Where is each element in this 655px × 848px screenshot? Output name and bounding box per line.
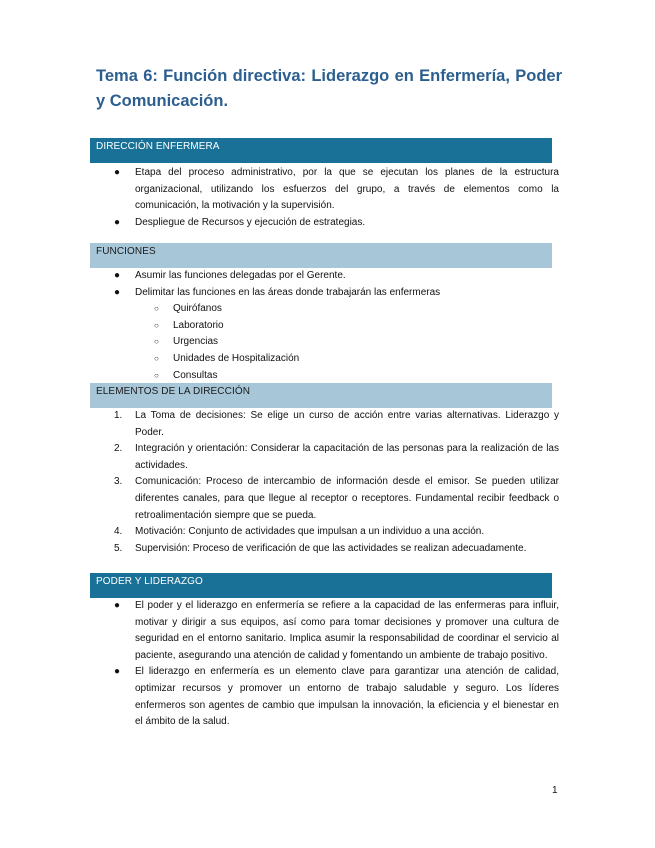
list-item-text: El liderazgo en enfermería es un elemento clave para garantizar una atención de calidad, optimizar recursos y promover un entorno de trabajo saludable y seguro. Los líderes enfermeros son agentes de cambio que impulsan la innovación, la eficiencia y el bienestar en el ámbito de la salud. (135, 666, 559, 728)
bullet-icon: ● (114, 167, 121, 178)
section-heading-elementos: ELEMENTOS DE LA DIRECCIÓN (90, 383, 552, 408)
list-item (114, 268, 559, 285)
sub-list-item (114, 351, 559, 368)
numbered-item-text: La Toma de decisiones: Se elige un curso de acción entre varias alternativas. Liderazgo y Poder. (135, 410, 559, 438)
list-item (114, 165, 559, 215)
numbered-item (114, 524, 559, 541)
bullet-icon: ● (114, 666, 121, 678)
section-heading-funciones: FUNCIONES (90, 243, 552, 268)
numbered-item-text: Comunicación: Proceso de intercambio de información desde el emisor. Se pueden utilizar diferentes canales, para que llegue al receptor o receptores. Fundamental recibir feedback o retroalimentación siempre que se pueda. (135, 476, 559, 521)
section-body-funciones (114, 268, 559, 384)
circle-icon: ○ (154, 337, 159, 347)
page-number: 1 (552, 785, 558, 796)
item-number: 2. (114, 443, 123, 455)
list-item-text: Delimitar las funciones en las áreas donde trabajarán las enfermeras (135, 286, 441, 298)
section-body-poder (114, 598, 559, 731)
item-number: 1. (114, 410, 123, 421)
circle-icon: ○ (154, 304, 159, 314)
sub-list-item-text: Unidades de Hospitalización (173, 352, 300, 364)
numbered-item (114, 474, 559, 524)
circle-icon: ○ (154, 320, 159, 330)
circle-icon: ○ (154, 370, 159, 380)
item-number: 3. (114, 476, 123, 488)
list-item-text: Despliegue de Recursos y ejecución de estrategias. (135, 216, 366, 228)
numbered-item (114, 441, 559, 474)
bullet-icon: ● (114, 600, 121, 611)
sub-list-item (114, 334, 559, 351)
list-item (114, 215, 559, 232)
section-heading-direccion: DIRECCIÓN ENFERMERA (90, 138, 552, 163)
sub-list-item-text: Laboratorio (173, 319, 224, 331)
sub-list-item (114, 318, 559, 335)
item-number: 5. (114, 542, 123, 554)
bullet-icon: ● (114, 270, 121, 281)
bullet-icon: ● (114, 216, 121, 228)
sub-list-item (114, 368, 559, 385)
numbered-item (114, 408, 559, 441)
sub-list-item-text: Urgencias (173, 336, 219, 348)
bullet-icon: ● (114, 286, 121, 298)
sub-list-item (114, 301, 559, 318)
list-item-text: Asumir las funciones delegadas por el Gerente. (135, 270, 346, 281)
document-title: Tema 6: Función directiva: Liderazgo en Enfermería, Poder y Comunicación. (96, 67, 562, 110)
numbered-item-text: Motivación: Conjunto de actividades que impulsan a un individuo a una acción. (135, 526, 485, 538)
sub-list-item-text: Quirófanos (173, 303, 222, 315)
numbered-item-text: Integración y orientación: Considerar la capacitación de las personas para la realización de las actividades. (135, 443, 559, 471)
section-heading-poder: PODER Y LIDERAZGO (90, 573, 552, 598)
numbered-item (114, 541, 559, 558)
list-item (114, 285, 559, 302)
list-item-text: Etapa del proceso administrativo, por la que se ejecutan los planes de la estructura organizacional, utilizando los esfuerzos del grupo, a través de elementos como la comunicación, la motivación y la supervisión. (135, 167, 559, 212)
list-item (114, 664, 559, 730)
list-item-text: El poder y el liderazgo en enfermería se refiere a la capacidad de las enfermeras para influir, motivar y dirigir a sus equipos, así como para tomar decisiones y promover una cultura de seguridad en el entorno sanitario. Implica asumir la responsabilidad de coordinar el servicio al paciente, asegurando una atención de calidad y fomentando un ambiente de trabajo positivo. (135, 600, 559, 661)
item-number: 4. (114, 526, 123, 538)
section-body-elementos (114, 408, 559, 557)
section-body-direccion (114, 165, 559, 231)
list-item (114, 598, 559, 664)
numbered-item-text: Supervisión: Proceso de verificación de que las actividades se realizan adecuadamente. (135, 542, 527, 554)
sub-list-item-text: Consultas (173, 369, 218, 381)
circle-icon: ○ (154, 353, 159, 363)
